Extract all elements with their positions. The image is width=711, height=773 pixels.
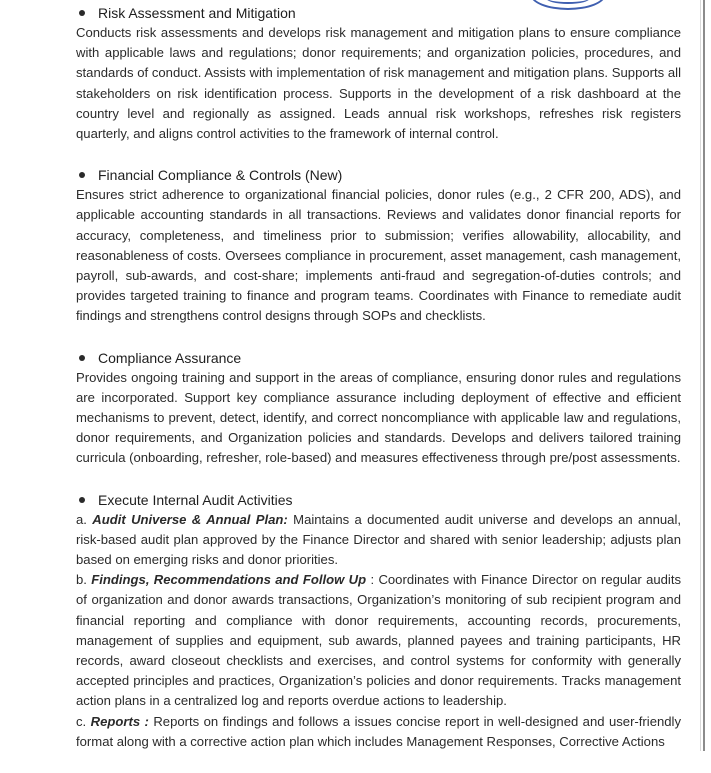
section-heading [76, 165, 681, 185]
section-heading [76, 490, 681, 510]
section-risk-assessment [76, 3, 681, 144]
audit-item-marker: c. [76, 713, 87, 729]
section-internal-audit [76, 490, 681, 752]
page-border [703, 0, 705, 751]
section-heading [76, 3, 681, 23]
audit-item-lead: Audit Universe & Annual Plan: [92, 511, 288, 527]
section-heading-text: Financial Compliance & Controls (New) [98, 167, 343, 184]
section-body: Provides ongoing training and support in the areas of compliance, ensuring donor rules and regulations are incorporated. Support key compliance assurance including deployment of effective and efficient mechanisms to prevent, detect, identify, and correct noncompliance with applicable law and regulations, donor requirements, and Organization policies and standards. Develops and delivers tailored training curricula (onboarding, refresher, role-based) and measures effectiveness through pre/post assessments. [76, 369, 681, 466]
audit-item-lead: Reports : [90, 713, 149, 729]
section-heading-text: Risk Assessment and Mitigation [98, 5, 296, 21]
section-heading [76, 348, 681, 368]
audit-item-marker: b. [76, 572, 87, 588]
audit-item [76, 570, 681, 711]
audit-item [76, 510, 681, 571]
audit-item-text: Reports on findings and follows a issues concise report in well-designed and user-friendly format along with a corrective action plan which includes Management Responses, Corrective Actions [76, 713, 681, 749]
page-border-inner [700, 0, 701, 751]
audit-item-text: Maintains a documented audit universe and develops an annual, risk-based audit plan approved by the Finance Director and shared with senior leadership; adjusts plan based on emerging risks and donor priorities. [76, 511, 682, 568]
section-body: Ensures strict adherence to organizational financial policies, donor rules (e.g., 2 CFR 200, ADS), and applicable accounting standards in all transactions. Reviews and validates donor financial reports for accuracy, completeness, and timeliness prior to submission; verifies allowability, allocability, and reasonableness of costs. Oversees compliance in procurement, asset management, cash management, payroll, sub-awards, and cost-share; implements anti-fraud and segregation-of-duties controls; and provides targeted training to finance and program teams. Coordinates with Finance to remediate audit findings and strengthens control designs through SOPs and checklists. [76, 187, 681, 324]
section-financial-compliance [76, 165, 681, 326]
section-compliance-assurance [76, 348, 681, 469]
section-heading-text: Execute Internal Audit Activities [98, 491, 293, 508]
audit-item-marker: a. [76, 511, 87, 527]
bullet-icon [79, 10, 85, 16]
audit-item [76, 712, 681, 752]
bullet-icon [79, 355, 85, 361]
document-body [76, 3, 681, 773]
audit-item-lead: Findings, Recommendations and Follow Up [91, 572, 367, 588]
section-heading-text: Compliance Assurance [98, 349, 242, 366]
bullet-icon [79, 172, 85, 178]
audit-item-text: : Coordinates with Finance Director on regular audits of organization and donor awards transactions, Organization’s monitoring of sub recipient program and financial reporting and compliance with donor requirements, accounting records, procurements, management of supplies and equipment, sub awards, planned payees and training participants, HR records, award closeout checklists and exercises, and control systems for conformity with generally accepted principles and practices, Organization’s policies and donor requirements. Tracks management action plans in a centralized log and reports overdue actions to leadership. [76, 572, 682, 709]
bullet-icon [79, 497, 85, 503]
section-body: Conducts risk assessments and develops risk management and mitigation plans to ensure compliance with applicable laws and regulations; donor requirements; and organization policies, procedures, and standards of conduct. Assists with implementation of risk management and mitigation plans. Supports all stakeholders on risk identification process. Supports in the development of a risk dashboard at the country level and regionally as assigned. Leads annual risk workshops, refreshes risk registers quarterly, and aligns control activities to the framework of internal control. [76, 25, 681, 142]
